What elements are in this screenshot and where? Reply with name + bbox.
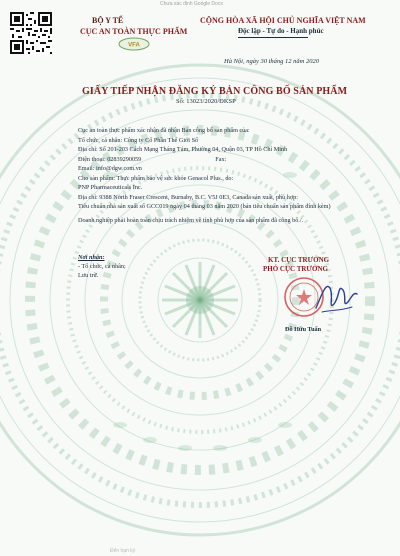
product-line: Cho sản phẩm: Thực phẩm bảo vệ sức khỏe Genacol Plus., do: xyxy=(78,174,234,182)
vfa-logo xyxy=(118,37,150,51)
contact-line xyxy=(78,155,368,165)
agency-name: CỤC AN TOÀN THỰC PHẨM xyxy=(80,27,188,36)
manufacturer-address-line: Địa chỉ: 9388 North Fraser Crescent, Burnaby, B.C. V5J 0E3, Canada sản xuất, phù hợp: xyxy=(78,193,298,201)
handwritten-signature xyxy=(312,274,360,320)
country-name: CỘNG HÒA XÃ HỘI CHỦ NGHĨA VIỆT NAM xyxy=(200,16,366,25)
recipient-item: Lưu trữ. xyxy=(78,272,99,279)
browser-watermark-top: Chưa xác định Google Docs xyxy=(160,1,223,7)
responsibility-line: Doanh nghiệp phải hoàn toàn chịu trách nhiệm về tính phù hợp của sản phẩm đã công bố./. xyxy=(78,216,304,224)
fax-line: Fax: xyxy=(215,155,227,163)
browser-watermark-bottom: Đến hạn ký xyxy=(110,548,136,554)
recipients-block xyxy=(78,253,126,280)
logo-text: VFA xyxy=(128,42,140,49)
address-line: Địa chỉ: Số 201-203 Cách Mạng Tháng Tám, Phường 04, Quận 03, TP Hồ Chí Minh xyxy=(78,146,288,153)
date-place: Hà Nội, ngày 30 tháng 12 năm 2020 xyxy=(224,58,319,65)
email-line: Email: info@dgw.com.vn xyxy=(78,165,142,172)
national-motto: Độc lập - Tự do - Hạnh phúc xyxy=(238,27,324,35)
ministry-name: BỘ Y TẾ xyxy=(92,16,124,25)
phone-line: Điện thoại: 02839290059 xyxy=(78,155,142,163)
document-number: Số: 13023/2020/ĐKSP xyxy=(176,98,236,105)
standard-line: Tiêu chuẩn nhà sản xuất số GCC019 ngày 04 tháng 03 năm 2020 (bản tiêu chuẩn sản phẩm đính kèm) xyxy=(78,203,331,210)
certificate-body xyxy=(78,126,368,225)
document-title: GIẤY TIẾP NHẬN ĐĂNG KÝ BẢN CÔNG BỐ SẢN PHẨM xyxy=(82,86,348,97)
motto-underline xyxy=(238,37,308,38)
recipients-title: Nơi nhận: xyxy=(78,254,105,261)
intro-line: Cục an toàn thực phẩm xác nhận đã nhận Bản công bố sản phẩm của: xyxy=(78,127,250,134)
manufacturer-line: PNP Pharmaceuticals Inc. xyxy=(78,184,143,191)
organization-line: Tổ chức, cá nhân: Công ty Cổ Phần Thế Giới Số xyxy=(78,136,199,144)
signer-name: Đỗ Hữu Tuấn xyxy=(285,326,322,333)
signer-title-line: PHÓ CỤC TRƯỞNG xyxy=(263,265,328,273)
signer-authority-line: KT. CỤC TRƯỞNG xyxy=(268,256,330,264)
qr-code xyxy=(10,12,52,54)
recipient-item: - Tổ chức, cá nhân; xyxy=(78,263,126,270)
